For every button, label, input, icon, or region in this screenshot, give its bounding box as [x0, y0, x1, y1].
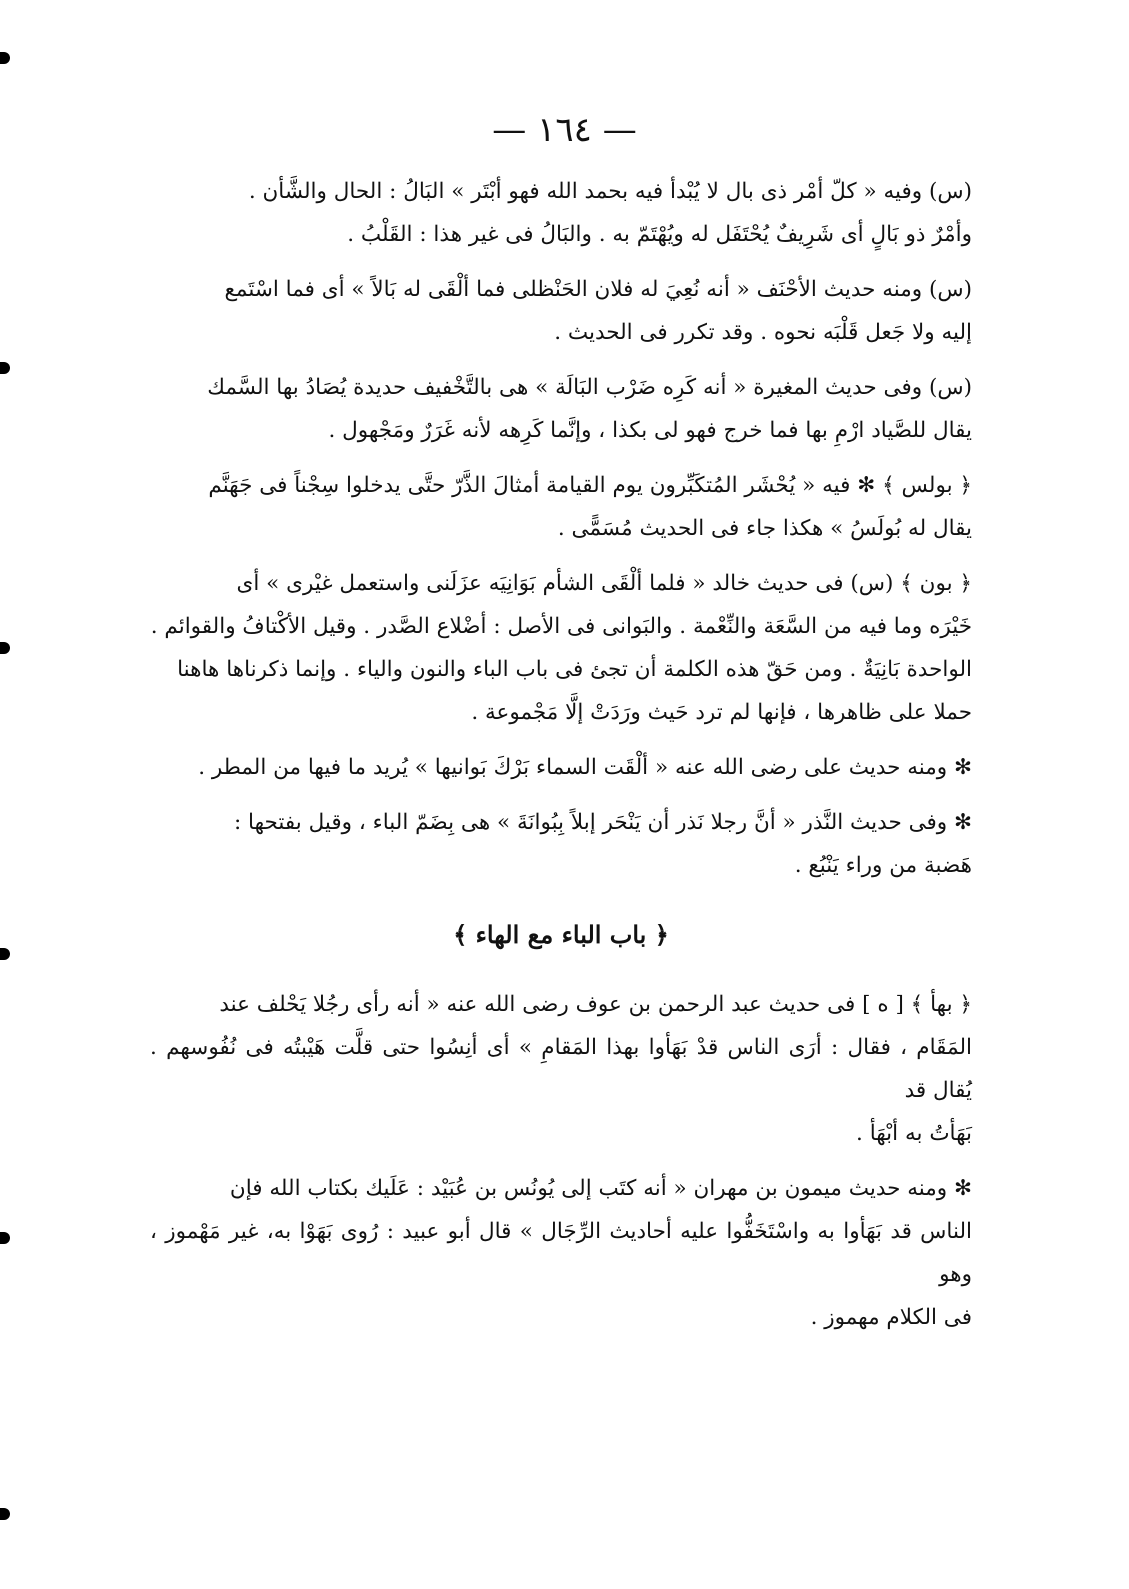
entry-bahaa-1: ﴿ بهأ ﴾ [ ه ] فى حديث عبد الرحمن بن عوف رضى الله عنه « أنه رأى رجُلا يَحْلف عند المَقَام ، فقال : أرَى الناس قدْ بَهَأوا بهذا المَقامِ » أى أنِسُوا حتى قلَّت هَيْبتُه فى نُفُوسهم . يُقال قد بَهَأتُ به أبْهَأ .	[150, 992, 972, 1146]
entry-bun-1: ﴿ بون ﴾ (س) فى حديث خالد « فلما ألْقَى الشأم بَوَانِيَه عزَلَنى واستعمل غيْرى » أى خَيْرَه وما فيه من السَّعَة والنِّعْمة . والبَوانى فى الأصل : أضْلاع الصَّدر . وقيل الأكْتافُ والقوائم . الواحدة بَانِيَةٌ . ومن حَقّ هذه الكلمة أن تجئ فى باب الباء والنون والياء . وإنما ذكرناها هاهنا حملا على ظاهرها ، فإنها لم ترد حَيث ورَدَتْ إلَّا مَجْموعة .	[150, 571, 972, 725]
scan-edge-mark	[0, 1232, 10, 1244]
scan-edge-mark	[0, 948, 10, 960]
scan-edge-mark	[0, 52, 10, 64]
entry-bun-2: ✻ ومنه حديث على رضى الله عنه « ألْقَت السماء بَرْكَ بَوانيها » يُريد ما فيها من المطر .	[198, 755, 972, 780]
entry-bulas: ﴿ بولس ﴾ ✻ فيه « يُحْشَر المُتكَبِّرون يوم القيامة أمثالَ الذَّرّ حتَّى يدخلوا سِجْناً فى جَهَنَّم يقال له بُولَسُ » هكذا جاء فى الحديث مُسَمًّى .	[208, 473, 972, 541]
scan-edge-mark	[0, 642, 10, 654]
entry-bun-3: ✻ وفى حديث النَّذر « أنَّ رجلا نَذر أن يَنْحَر إبلاً بِبُوانَةَ » هى بِضَمّ الباء ، وقيل بفتحها : هَضبة من وراء يَنْبُع .	[233, 810, 972, 878]
page-number: — ١٦٤ —	[492, 110, 637, 150]
text-column	[150, 170, 972, 1351]
entry-bal-2: (س) ومنه حديث الأحْنَف « أنه نُعِيَ له فلان الحَنْظلى فما ألْقَى له بَالاً » أى فما اسْتَمع إليه ولا جَعل قَلْبَه نحوه . وقد تكرر فى الحديث .	[224, 277, 972, 345]
scan-edge-mark	[0, 362, 10, 374]
entry-bal-1: (س) وفيه « كلّ أمْر ذى بال لا يُبْدأ فيه بحمد الله فهو أبْتَر » البَالُ : الحال والشَّأن . وأمْرٌ ذو بَالٍ أى شَرِيفٌ يُحْتَفَل له ويُهْتَمّ به . والبَالُ فى غير هذا : القَلْبُ .	[248, 179, 972, 247]
scan-edge-mark	[0, 1508, 10, 1520]
section-heading: ﴿ باب الباء مع الهاء ﴾	[453, 920, 669, 949]
entry-bal-3: (س) وفى حديث المغيرة « أنه كَرِه ضَرْب البَالَة » هى بالتَّخْفيف حديدة يُصَادُ بها السَّمك يقال للصَّياد ارْمِ بها فما خرج فهو لى بكذا ، وإنَّما كَرِهه لأنه غَرَرٌ ومَجْهول .	[207, 375, 972, 443]
entry-bahaa-2: ✻ ومنه حديث ميمون بن مهران « أنه كتَب إلى يُونُس بن عُبَيْد : عَلَيك بكتاب الله فإن الناس قد بَهَأوا به واسْتَخَفُّوا عليه أحاديث الرِّجَال » قال أبو عبيد : رُوى بَهَوْا به، غير مَهْموز ، وهو فى الكلام مهموز .	[150, 1176, 972, 1330]
